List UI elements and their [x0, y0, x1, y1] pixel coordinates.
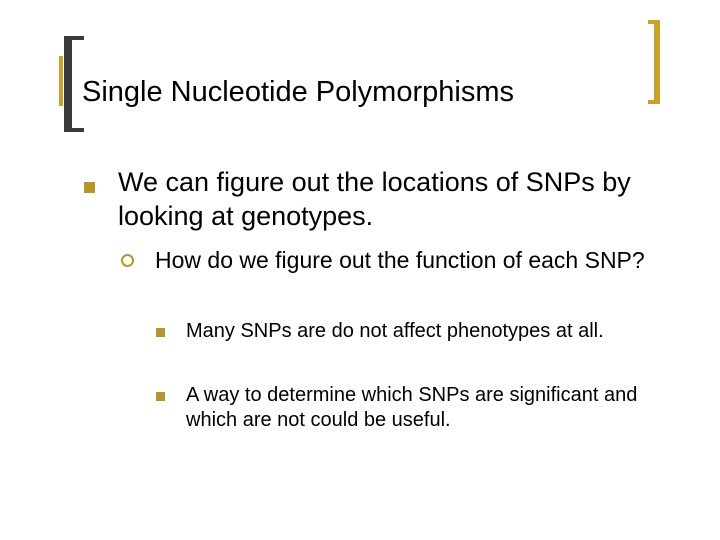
title-frame-bracket-left	[64, 36, 72, 132]
bullet-level3-text-2: A way to determine which SNPs are significant and which are not could be useful.	[186, 384, 638, 431]
bullet-level3-text-1: Many SNPs are do not affect phenotypes at all.	[186, 320, 604, 342]
square-bullet-icon	[156, 392, 165, 401]
slide-title: Single Nucleotide Polymorphisms	[82, 76, 514, 108]
title-frame-bracket-left-top	[64, 36, 84, 40]
title-frame-bracket-right-top	[648, 20, 660, 24]
title-frame-bracket-right	[654, 20, 660, 104]
circle-bullet-icon	[121, 254, 134, 267]
bullet-level2-text: How do we figure out the function of each SNP?	[155, 247, 645, 273]
square-bullet-icon	[156, 328, 165, 337]
bullet-level1-text: We can figure out the locations of SNPs by looking at genotypes.	[118, 167, 631, 231]
title-frame-bracket-left-bottom	[64, 128, 84, 132]
title-frame-bracket-right-bottom	[648, 100, 660, 104]
title-frame-accent-left	[59, 56, 63, 106]
square-bullet-icon	[84, 182, 95, 193]
